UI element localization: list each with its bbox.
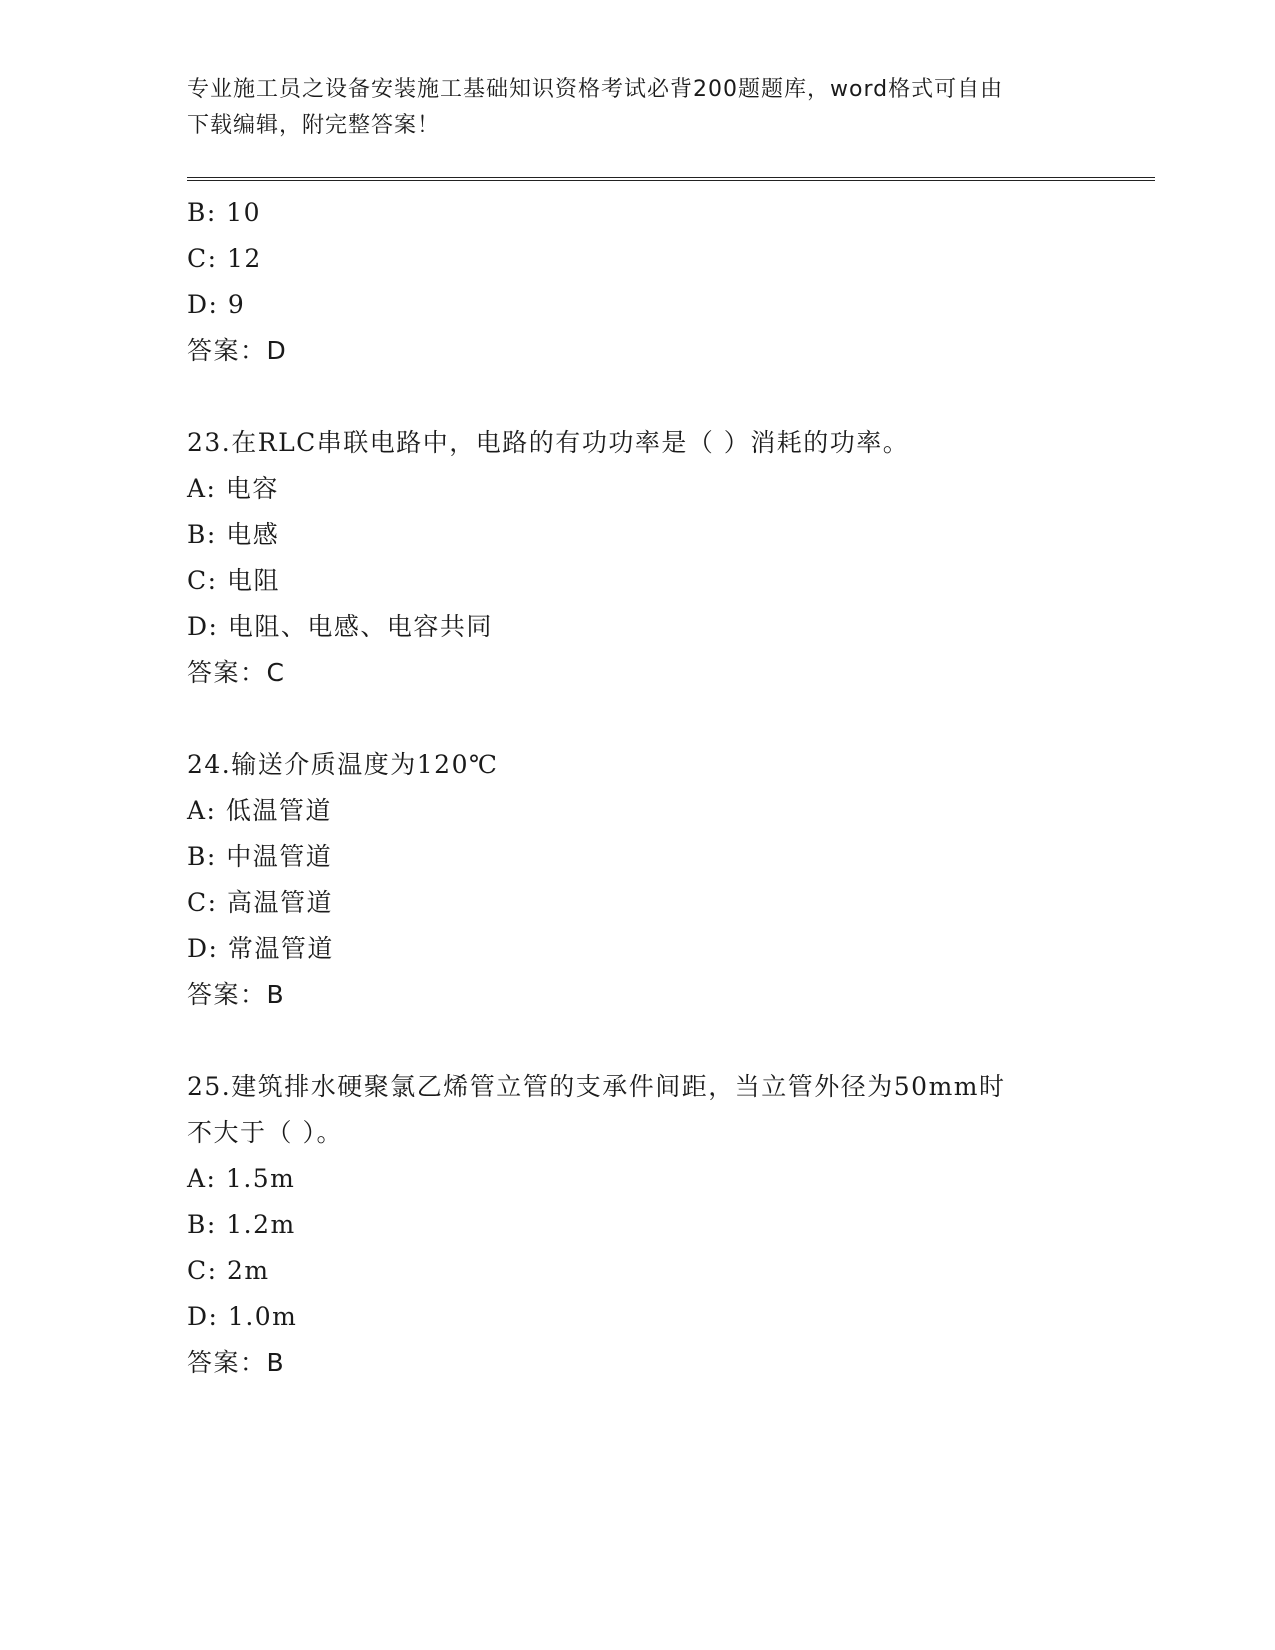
- question-text: 24.输送介质温度为120℃: [187, 750, 499, 779]
- option-a: A: 电容: [187, 474, 279, 503]
- answer-line: 答案：D: [187, 336, 288, 365]
- spacer: [187, 696, 1087, 742]
- question-text: 23.在RLC串联电路中，电路的有功功率是（ ）消耗的功率。: [187, 428, 910, 457]
- option-d: D: 1.0m: [187, 1302, 298, 1331]
- option-d: D: 电阻、电感、电容共同: [187, 612, 493, 641]
- spacer: [187, 374, 1087, 420]
- option-d: D: 常温管道: [187, 934, 334, 963]
- question-24: [187, 742, 1087, 1018]
- option-b: B: 10: [187, 198, 262, 227]
- question-23: [187, 420, 1087, 696]
- option-b: B: 电感: [187, 520, 280, 549]
- carryover-block: [187, 190, 1087, 374]
- question-25: [187, 1064, 1087, 1386]
- question-text-line-2: 不大于（ ）。: [187, 1118, 343, 1147]
- answer-line: 答案：C: [187, 658, 286, 687]
- question-list: [187, 190, 1087, 1386]
- option-c: C: 高温管道: [187, 888, 333, 917]
- header-line-2: 下载编辑，附完整答案！: [187, 113, 441, 138]
- option-a: A: 低温管道: [187, 796, 332, 825]
- option-b: B: 中温管道: [187, 842, 333, 871]
- option-d: D: 9: [187, 290, 246, 319]
- spacer: [187, 1018, 1087, 1064]
- answer-line: 答案：B: [187, 980, 286, 1009]
- question-text-line-1: 25.建筑排水硬聚氯乙烯管立管的支承件间距，当立管外径为50mm时: [187, 1072, 1006, 1101]
- document-header: [187, 72, 1087, 144]
- header-double-rule: [187, 177, 1155, 181]
- answer-line: 答案：B: [187, 1348, 286, 1377]
- option-c: C: 电阻: [187, 566, 280, 595]
- option-b: B: 1.2m: [187, 1210, 296, 1239]
- header-line-1: 专业施工员之设备安装施工基础知识资格考试必背200题题库，word格式可自由: [187, 77, 1004, 102]
- option-c: C: 12: [187, 244, 262, 273]
- option-a: A: 1.5m: [187, 1164, 296, 1193]
- option-c: C: 2m: [187, 1256, 270, 1285]
